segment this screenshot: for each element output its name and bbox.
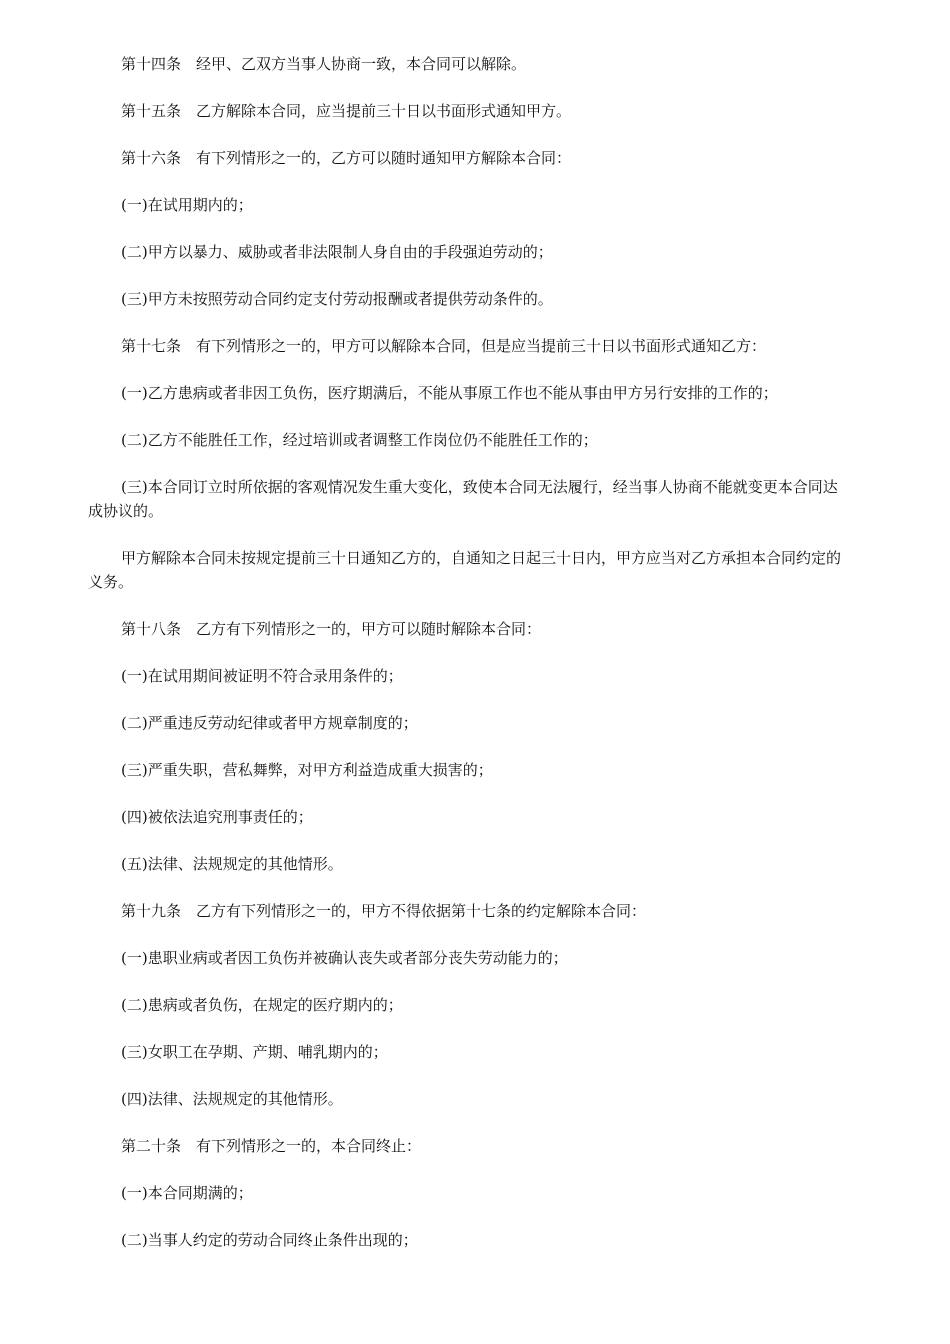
article-19-item-2: (二)患病或者负伤，在规定的医疗期内的； [121, 996, 403, 1014]
article-17: 第十七条 有下列情形之一的，甲方可以解除本合同，但是应当提前三十日以书面形式通知乙方： [121, 337, 767, 355]
article-19-item-4: (四)法律、法规规定的其他情形。 [121, 1090, 343, 1108]
article-17-note: 甲方解除本合同未按规定提前三十日通知乙方的，自通知之日起三十日内，甲方应当对乙方承担本合同约定的义务。 [88, 549, 842, 591]
article-16: 第十六条 有下列情形之一的，乙方可以随时通知甲方解除本合同： [121, 149, 572, 167]
article-19-item-3: (三)女职工在孕期、产期、哺乳期内的； [121, 1043, 388, 1061]
article-18-item-1: (一)在试用期间被证明不符合录用条件的； [121, 667, 403, 685]
article-16-item-2: (二)甲方以暴力、威胁或者非法限制人身自由的手段强迫劳动的； [121, 243, 553, 261]
article-18-item-5: (五)法律、法规规定的其他情形。 [121, 855, 343, 873]
article-16-item-1: (一)在试用期内的； [121, 196, 253, 214]
article-19: 第十九条 乙方有下列情形之一的，甲方不得依据第十七条的约定解除本合同： [121, 902, 647, 920]
article-14: 第十四条 经甲、乙双方当事人协商一致，本合同可以解除。 [121, 55, 527, 73]
article-18-item-4: (四)被依法追究刑事责任的； [121, 808, 313, 826]
article-17-item-2: (二)乙方不能胜任工作，经过培训或者调整工作岗位仍不能胜任工作的； [121, 431, 598, 449]
article-20: 第二十条 有下列情形之一的，本合同终止： [121, 1137, 422, 1155]
article-17-item-3: (三)本合同订立时所依据的客观情况发生重大变化，致使本合同无法履行，经当事人协商不能就变更本合同达成协议的。 [88, 478, 838, 520]
article-19-item-1: (一)患职业病或者因工负伤并被确认丧失或者部分丧失劳动能力的； [121, 949, 568, 967]
article-17-item-1: (一)乙方患病或者非因工负伤，医疗期满后，不能从事原工作也不能从事由甲方另行安排的工作的； [121, 384, 778, 402]
article-20-item-1: (一)本合同期满的； [121, 1184, 253, 1202]
article-18: 第十八条 乙方有下列情形之一的，甲方可以随时解除本合同： [121, 620, 542, 638]
article-20-item-2: (二)当事人约定的劳动合同终止条件出现的； [121, 1231, 418, 1249]
contract-text [88, 52, 851, 1275]
article-18-item-2: (二)严重违反劳动纪律或者甲方规章制度的； [121, 714, 418, 732]
article-15: 第十五条 乙方解除本合同，应当提前三十日以书面形式通知甲方。 [121, 102, 572, 120]
article-18-item-3: (三)严重失职，营私舞弊，对甲方利益造成重大损害的； [121, 761, 493, 779]
article-16-item-3: (三)甲方未按照劳动合同约定支付劳动报酬或者提供劳动条件的。 [121, 290, 553, 308]
